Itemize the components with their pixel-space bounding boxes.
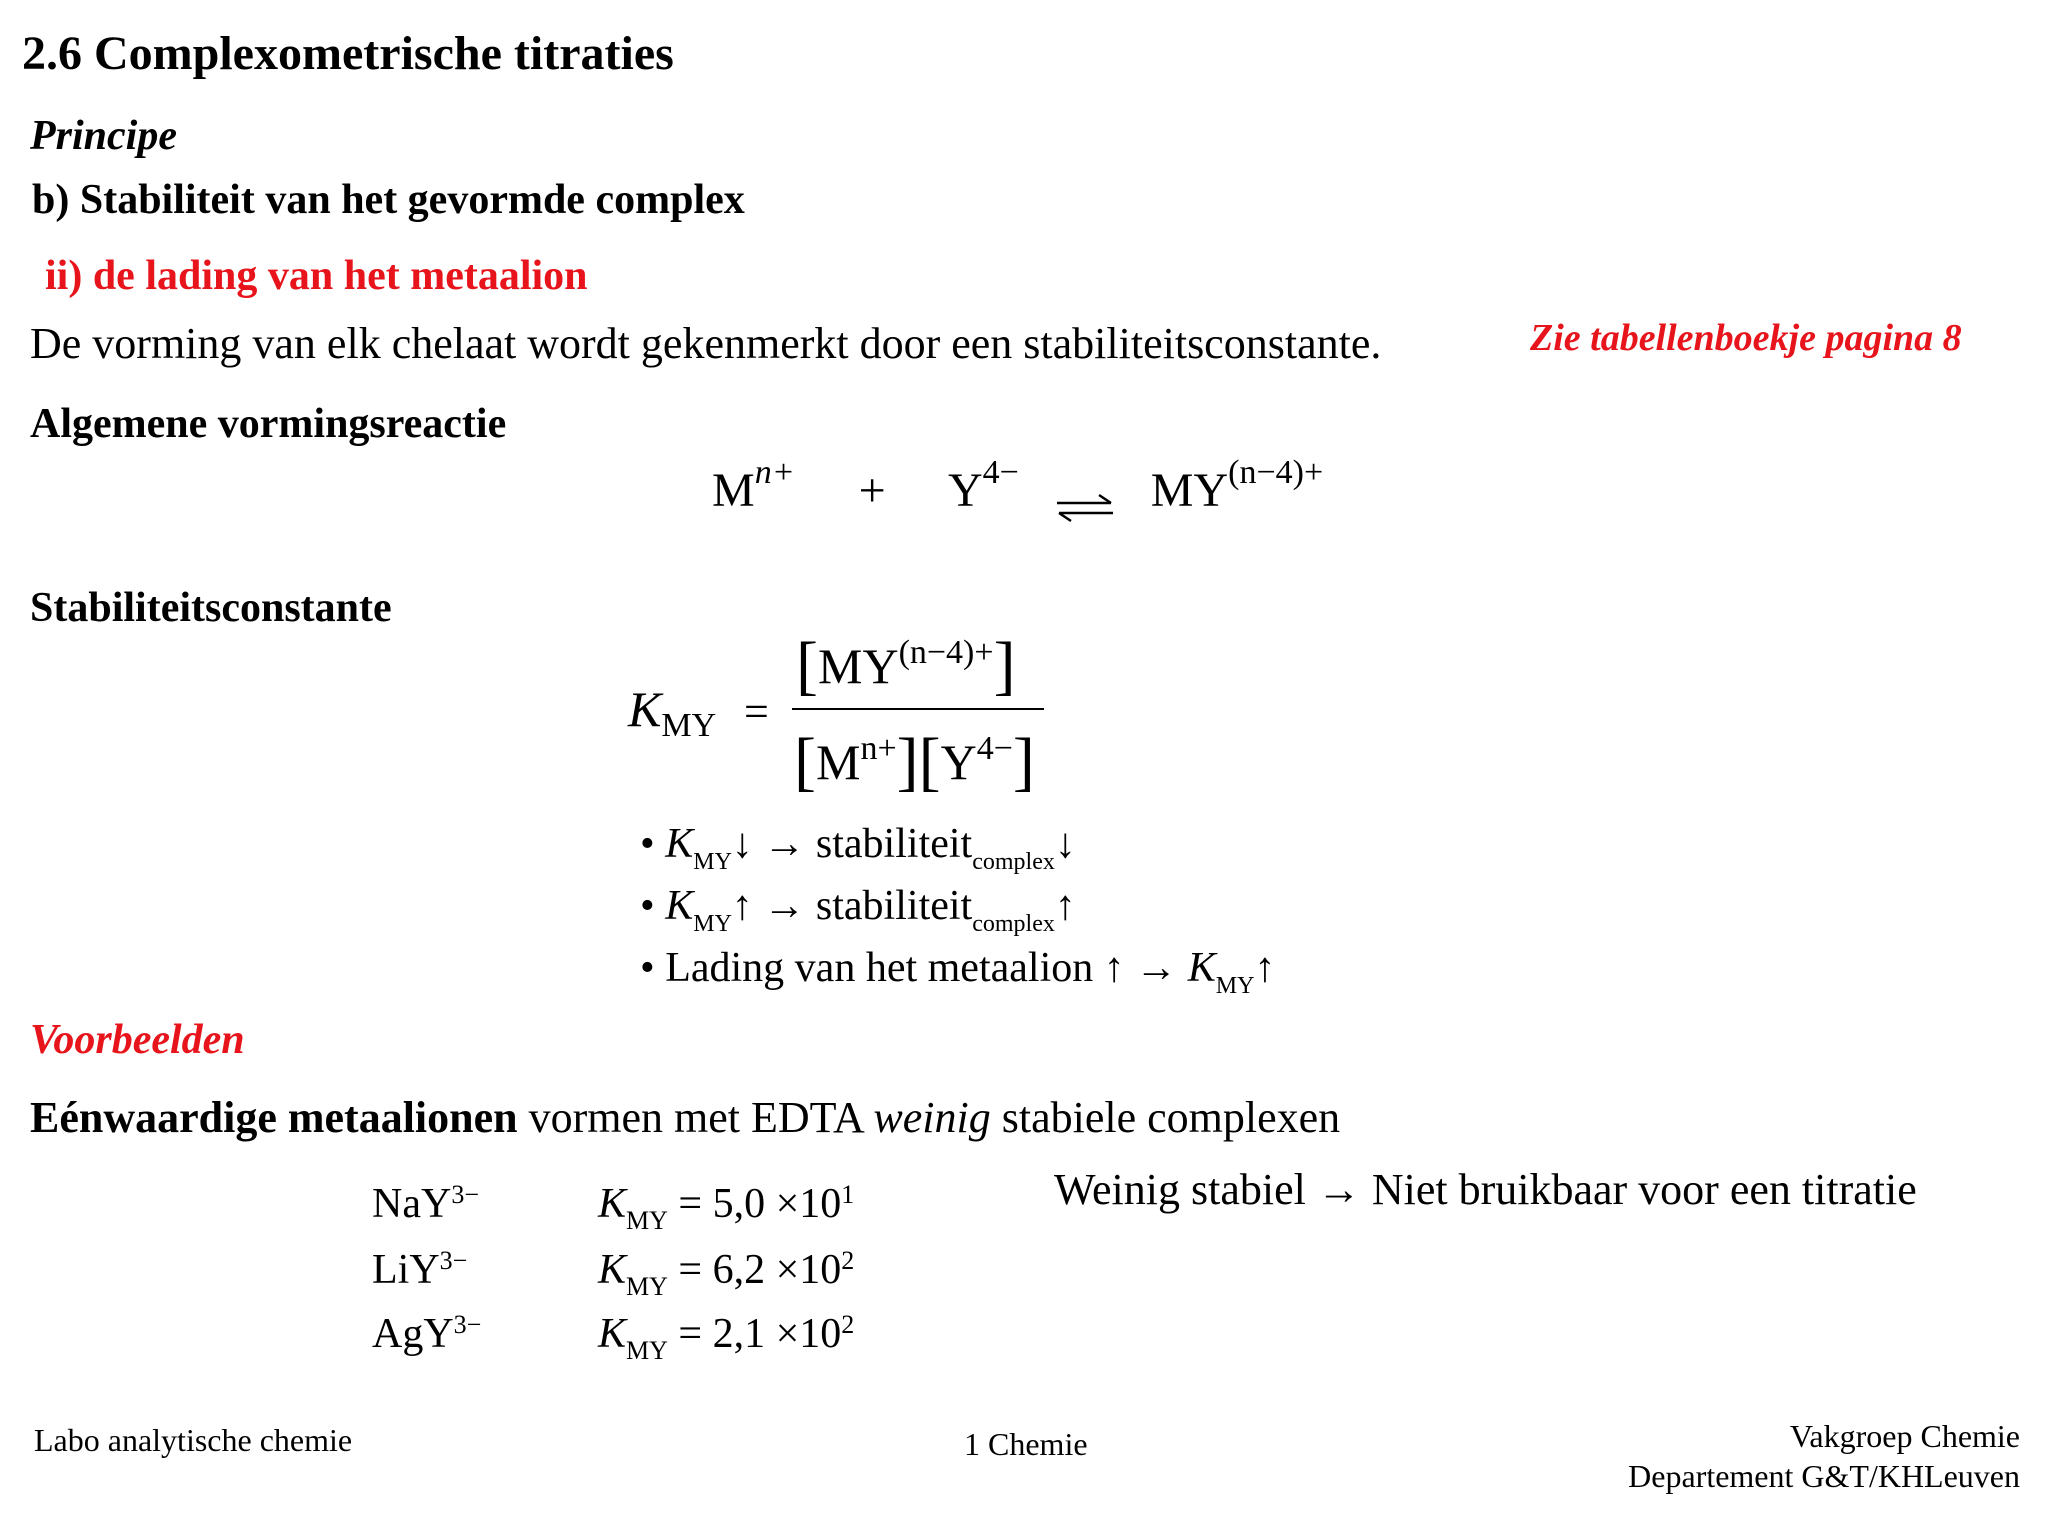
footer-right-line2: Departement G&T/KHLeuven bbox=[1628, 1458, 2020, 1494]
product-complex: MY bbox=[1150, 464, 1229, 517]
reference-note: Zie tabellenboekje pagina 8 bbox=[1530, 317, 1962, 359]
example-k-nay: $K_{MY} = 5,0 \times 10^1$ bbox=[598, 1180, 855, 1235]
subsection-ii-heading: ii) de lading van het metaalion bbox=[45, 253, 588, 299]
examples-heading: Voorbeelden bbox=[30, 1017, 245, 1063]
footer-right-line1: Vakgroep Chemie bbox=[1789, 1418, 2020, 1454]
k-my-symbol: $K_{MY}$ bbox=[628, 681, 717, 744]
examples-note: Weinig stabiel → Niet bruikbaar voor een titratie bbox=[1054, 1165, 1917, 1214]
example-ion-liy: LiY$^{3-}$ bbox=[372, 1246, 468, 1293]
plus-sign: + bbox=[858, 464, 886, 517]
reactant-metal-charge: n+ bbox=[754, 454, 795, 491]
example-ion-nay: NaY$^{3-}$ bbox=[372, 1180, 479, 1227]
fraction-bar bbox=[792, 708, 1044, 710]
example-ion-agy: AgY$^{3-}$ bbox=[372, 1310, 482, 1357]
reactant-ligand-charge: 4− bbox=[982, 454, 1019, 491]
reactant-ligand: Y bbox=[947, 464, 983, 517]
bullet-charge-kmy: • Lading van het metaalion ↑ → $K_{MY}↑$ bbox=[640, 945, 1276, 999]
stability-constant-heading: Stabiliteitsconstante bbox=[30, 585, 392, 631]
example-k-liy: $K_{MY} = 6,2 \times 10^2$ bbox=[598, 1246, 855, 1301]
fraction-denominator: $[M^{n+}][Y^{4-}]$ bbox=[794, 725, 1035, 798]
section-b-heading: b) Stabiliteit van het gevormde complex bbox=[32, 177, 745, 223]
example-k-agy: $K_{MY} = 2,1 \times 10^2$ bbox=[598, 1310, 855, 1365]
intro-text: De vorming van elk chelaat wordt gekenmerkt door een stabiliteitsconstante. bbox=[30, 319, 1382, 368]
equilibrium-arrow-icon bbox=[1055, 480, 1115, 510]
principe-heading: Principe bbox=[30, 113, 177, 159]
fraction-numerator: $[MY^{(n-4)+}]$ bbox=[796, 629, 1016, 702]
general-reaction-heading: Algemene vormingsreactie bbox=[30, 401, 507, 447]
footer-left: Labo analytische chemie bbox=[34, 1422, 353, 1458]
bullet-kmy-down: • $K_{MY}↓$ → stabiliteit$_{complex}$↓ bbox=[640, 821, 1076, 875]
page-title: 2.6 Complexometrische titraties bbox=[22, 27, 674, 80]
equals-sign: = bbox=[744, 687, 769, 736]
bullet-kmy-up: • $K_{MY}↑$ → stabiliteit$_{complex}$↑ bbox=[640, 883, 1076, 937]
footer-center: 1 Chemie bbox=[964, 1426, 1088, 1462]
formation-reaction bbox=[712, 454, 1324, 518]
reactant-metal: M bbox=[712, 464, 755, 517]
monovalent-statement: Eénwaardige metaalionen vormen met EDTA weinig stabiele complexen bbox=[30, 1093, 1341, 1142]
product-complex-charge: (n−4)+ bbox=[1228, 454, 1324, 491]
